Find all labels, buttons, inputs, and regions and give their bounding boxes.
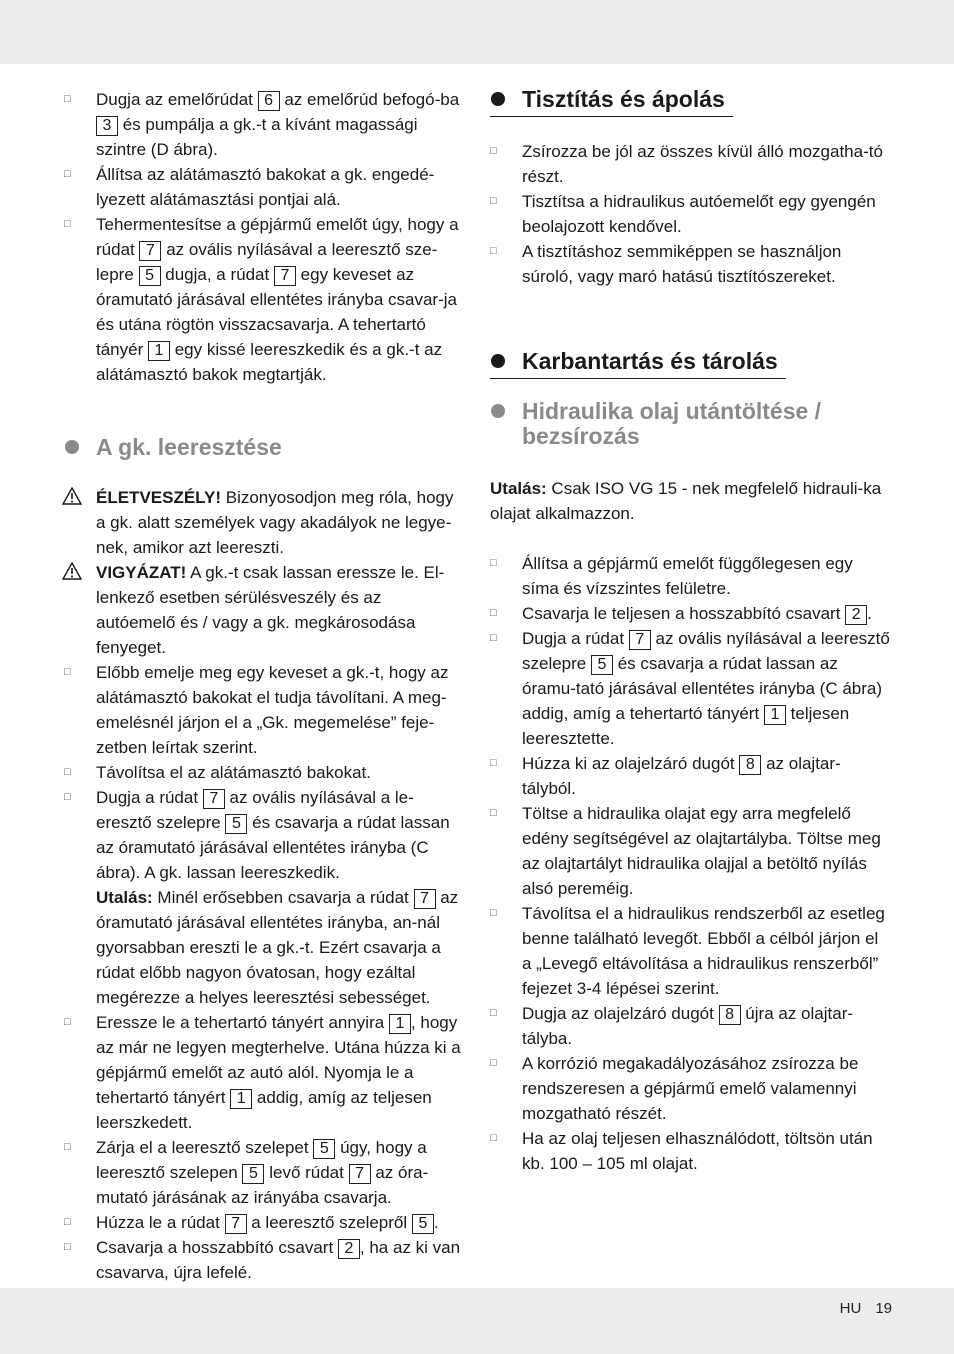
left-list-3 (64, 1010, 464, 1285)
reference-number-box: 7 (139, 241, 161, 261)
checkbox-bullet-icon: □ (490, 245, 497, 257)
checkbox-bullet-icon: □ (64, 168, 71, 180)
list-item: □ Dugja az olajelzáró dugót 8 újra az olajtar-tályba. (490, 1001, 890, 1051)
checkbox-bullet-icon: □ (490, 1132, 497, 1144)
heading-bullet-icon (65, 440, 79, 454)
checkbox-bullet-icon: □ (490, 195, 497, 207)
reference-number-box: 5 (242, 1164, 264, 1184)
heading-bullet-icon (491, 354, 505, 368)
header-band (0, 0, 954, 64)
note-label: Utalás: (96, 888, 153, 907)
reference-number-box: 5 (591, 655, 613, 675)
reference-number-box: 7 (225, 1214, 247, 1234)
list-item: □ Zsírozza be jól az összes kívül álló mozgatha-tó részt. (490, 139, 890, 189)
checkbox-bullet-icon: □ (490, 807, 497, 819)
list-item: □ Töltse a hidraulika olajat egy arra megfelelő edény segítségével az olajtartályba. Töltse meg az olajtartályt hidraulika olajjal a betöltő nyílás alsó pereméig. (490, 801, 890, 901)
right-list-1 (490, 139, 890, 289)
heading-text: A gk. leeresztése (96, 434, 282, 460)
note-right (490, 476, 890, 526)
warning-danger (64, 485, 464, 560)
checkbox-bullet-icon: □ (490, 1057, 497, 1069)
checkbox-bullet-icon: □ (64, 1241, 71, 1253)
reference-number-box: 7 (414, 889, 436, 909)
list-item: □ Csavarja le teljesen a hosszabbító csavart 2 . (490, 601, 890, 626)
list-item: □ Tehermentesítse a gépjármű emelőt úgy, hogy a rúdat 7 az ovális nyílásával a leeresztő sze-lepre 5 dugja, a rúdat 7 egy keveset az óramutató járásával ellentétes irányba csavar-ja és utána rögtön visszacsavarja. A tehertartó tányér 1 egy kissé leereszkedik és a gk.-t az alátámasztó bakok megtartják. (64, 212, 464, 387)
list-item: □ Húzza ki az olajelzáró dugót 8 az olajtar-tályból. (490, 751, 890, 801)
left-column (64, 87, 464, 1285)
checkbox-bullet-icon: □ (490, 145, 497, 157)
list-item: □ Eressze le a tehertartó tányért annyira 1 , hogy az már ne legyen megterhelve. Utána húzza ki a gépjármű emelőt az autó alól. Nyomja le a tehertartó tányért 1 addig, amíg az teljesen leerszkedett. (64, 1010, 464, 1135)
list-item: □ Csavarja a hosszabbító csavart 2 , ha az ki van csavarva, újra lefelé. (64, 1235, 464, 1285)
reference-number-box: 7 (274, 266, 296, 286)
note-text: Minél erősebben csavarja a rúdat 7 az óramutató járásával ellentétes irányba, an-nál gyorsabban ereszti le a gk.-t. Ezért csavarja a rúdat előbb nagyon óvatosan, hogy ezáltal megérezze a helyes leeresztési sebességet. (96, 888, 459, 1007)
checkbox-bullet-icon: □ (64, 1216, 71, 1228)
checkbox-bullet-icon: □ (64, 791, 71, 803)
heading-text: Karbantartás és tárolás (522, 348, 778, 374)
footer-band (0, 1288, 954, 1354)
page-footer (826, 1300, 892, 1317)
heading-lowering (64, 435, 464, 460)
checkbox-bullet-icon: □ (490, 757, 497, 769)
reference-number-box: 3 (96, 116, 118, 136)
checkbox-bullet-icon: □ (490, 1007, 497, 1019)
list-item: □ Távolítsa el a hidraulikus rendszerből az esetleg benne található levegőt. Ebből a célból járjon el a „Levegő eltávolítása a hidraulikus renszerből” fejezet 3-4 lépései szerint. (490, 901, 890, 1001)
reference-number-box: 7 (349, 1164, 371, 1184)
reference-number-box: 1 (389, 1014, 411, 1034)
list-item: □ A tisztításhoz semmiképpen se használjon súroló, vagy maró hatású tisztítószereket. (490, 239, 890, 289)
heading-hydraulic-oil (490, 399, 890, 449)
heading-maintenance (490, 349, 786, 379)
note-text: Csak ISO VG 15 - nek megfelelő hidrauli-ka olajat alkalmazzon. (490, 479, 882, 523)
note-left (64, 885, 464, 1010)
note-label: Utalás: (490, 479, 547, 498)
warning-label: VIGYÁZAT! (96, 563, 187, 582)
right-list-2 (490, 551, 890, 1176)
list-item: □ A korrózió megakadályozásához zsírozza be rendszeresen a gépjármű emelő valamennyi mozgatható részét. (490, 1051, 890, 1126)
left-list-2 (64, 660, 464, 885)
list-item: □ Előbb emelje meg egy keveset a gk.-t, hogy az alátámasztó bakokat el tudja távolítani. A meg-emelésnél járjon el a „Gk. megemelése” feje-zetben leírtak szerint. (64, 660, 464, 760)
reference-number-box: 7 (629, 630, 651, 650)
list-item: □ Dugja a rúdat 7 az ovális nyílásával a le-eresztő szelepre 5 és csavarja a rúdat lassan az óramutató járásával ellentétes irányba (C ábra). A gk. lassan leereszkedik. (64, 785, 464, 885)
list-item: □ Húzza le a rúdat 7 a leeresztő szelepről 5 . (64, 1210, 464, 1235)
heading-bullet-icon (491, 404, 505, 418)
warning-triangle-icon (62, 487, 82, 505)
checkbox-bullet-icon: □ (490, 557, 497, 569)
warning-triangle-icon (62, 562, 82, 580)
warning-caution (64, 560, 464, 660)
list-item: □ Állítsa az alátámasztó bakokat a gk. engedé-lyezett alátámasztási pontjai alá. (64, 162, 464, 212)
page-number: 19 (875, 1300, 892, 1317)
reference-number-box: 8 (719, 1005, 741, 1025)
reference-number-box: 5 (313, 1139, 335, 1159)
list-item: □ Ha az olaj teljesen elhasználódott, töltsön után kb. 100 – 105 ml olajat. (490, 1126, 890, 1176)
checkbox-bullet-icon: □ (64, 1016, 71, 1028)
reference-number-box: 2 (338, 1239, 360, 1259)
warning-text: Bizonyosodjon meg róla, hogy a gk. alatt személyek vagy akadályok ne legye-nek, amikor azt leereszti. (96, 488, 454, 557)
left-list-1 (64, 87, 464, 387)
checkbox-bullet-icon: □ (64, 766, 71, 778)
reference-number-box: 2 (845, 605, 867, 625)
heading-text: Hidraulika olaj utántöltése / bezsírozás (522, 398, 822, 449)
reference-number-box: 7 (203, 789, 225, 809)
heading-text: Tisztítás és ápolás (522, 86, 725, 112)
reference-number-box: 1 (764, 705, 786, 725)
reference-number-box: 1 (148, 341, 170, 361)
reference-number-box: 5 (225, 814, 247, 834)
checkbox-bullet-icon: □ (490, 607, 497, 619)
list-item: □ Zárja el a leeresztő szelepet 5 úgy, hogy a leeresztő szelepen 5 levő rúdat 7 az óra-mutató járásának az irányába csavarja. (64, 1135, 464, 1210)
reference-number-box: 5 (139, 266, 161, 286)
list-item: □ Állítsa a gépjármű emelőt függőlegesen egy síma és vízszintes felületre. (490, 551, 890, 601)
warning-text: A gk.-t csak lassan eressze le. El-lenkező esetben sérülésveszély és az autóemelő és / vagy a gk. megkárosodása fenyeget. (96, 563, 445, 657)
checkbox-bullet-icon: □ (64, 1141, 71, 1153)
list-item: □ Dugja a rúdat 7 az ovális nyílásával a leeresztő szelepre 5 és csavarja a rúdat lassan az óramu-tató járásával ellentétes irányba (C ábra) addig, amíg a tehertartó tányért 1 teljesen leeresztette. (490, 626, 890, 751)
warning-label: ÉLETVESZÉLY! (96, 488, 222, 507)
checkbox-bullet-icon: □ (490, 907, 497, 919)
reference-number-box: 8 (739, 755, 761, 775)
reference-number-box: 5 (412, 1214, 434, 1234)
reference-number-box: 1 (230, 1089, 252, 1109)
checkbox-bullet-icon: □ (64, 666, 71, 678)
list-item: □ Dugja az emelőrúdat 6 az emelőrúd befogó-ba 3 és pumpálja a gk.-t a kívánt magassági szintre (D ábra). (64, 87, 464, 162)
checkbox-bullet-icon: □ (64, 93, 71, 105)
checkbox-bullet-icon: □ (64, 218, 71, 230)
language-code: HU (839, 1300, 862, 1317)
list-item: □ Távolítsa el az alátámasztó bakokat. (64, 760, 464, 785)
checkbox-bullet-icon: □ (490, 632, 497, 644)
reference-number-box: 6 (258, 91, 280, 111)
heading-cleaning (490, 87, 733, 117)
heading-bullet-icon (491, 92, 505, 106)
list-item: □ Tisztítsa a hidraulikus autóemelőt egy gyengén beolajozott kendővel. (490, 189, 890, 239)
right-column (490, 87, 890, 1176)
